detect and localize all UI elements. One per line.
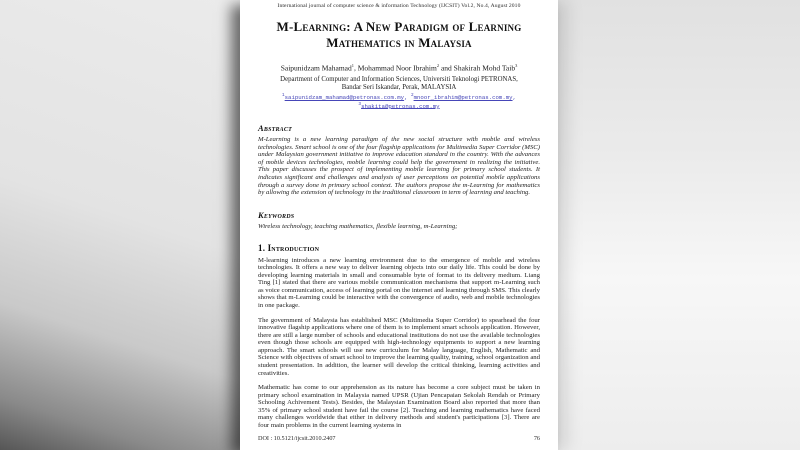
authors-line	[258, 63, 540, 73]
affiliation-line-1: Department of Computer and Information Sciences, Universiti Teknologi PETRONAS,	[280, 76, 518, 83]
email-affiliation-mark: 3	[358, 101, 362, 107]
author-affiliation-mark: 2	[436, 62, 440, 68]
author-name: Shakirah Mohd Taib	[453, 63, 516, 72]
introduction-paragraph-1: M-learning introduces a new learning environment due to the emergence of mobile and wireless technologies. It offers a new way to deliver learning objects into our daily life. This could be done by developing learning materials in small and consumable byte of format to its delivery medium. Liang Ting [1] stated that there are various mobile communication mechanisms that support m-Learning such as voice communication, access of learning portal on the internet and learning through SMS. This clearly shows that m-Learning could be interactive with the convergence of audio, web and mobile technologies in one package.	[258, 256, 540, 309]
abstract-text: M-Learning is a new learning paradigm of the new social structure with mobile and wireless technologies. Smart school is one of the four flagship applications for Multimedia Super Corridor (MSC) under Malaysian government initiative to improve education standard in the country. With the advances of mobile devices technologies, mobile learning could help the government in realizing the initiative. This paper discusses the prospect of implementing mobile learning for primary school students. It indicates significant and challenges and analysis of user perceptions on potential mobile applications through a survey done in primary school context. The authors propose the m-Learning for mathematics by allowing the extension of technology in the traditional classroom in term of learning and teaching.	[258, 136, 540, 197]
email-line-1	[258, 93, 540, 102]
background-right-gradient	[558, 0, 800, 450]
author-name: Mohammad Noor Ibrahim	[357, 63, 437, 72]
email-affiliation-mark: 1	[282, 92, 285, 98]
email-line-2	[258, 102, 540, 111]
keywords-text: Wireless technology, teaching mathematics, flexible learning, m-Learning;	[258, 222, 458, 230]
paper-page	[240, 0, 558, 450]
email-link[interactable]: saipunidzam_mahamad@petronas.com.my	[284, 93, 405, 101]
author-affiliation-mark: 1	[351, 62, 354, 68]
email-affiliation-mark: 2	[410, 92, 414, 98]
introduction-paragraph-3: Mathematic has come to our apprehension as its nature has become a core subject must be taken in primary school examination in Malaysia named UPSR (Ujian Pencapaian Sekolah Rendah or Primary Schooling Achivement Tests). Besides, the Malaysian Examination Board also reported that more than 35% of primary school student have fail the course [2]. Teaching and learning mathematics have faced many challenges worldwide that either in delivery methods and student's participations [3]. There are four main problems in the current learning systems in	[258, 384, 540, 429]
email-link[interactable]: shakita@petronas.com.my	[361, 102, 440, 110]
abstract-heading: Abstract	[258, 123, 292, 134]
author-name: Saipunidzam Mahamad	[280, 63, 352, 72]
email-line-end: ,	[512, 93, 516, 101]
background-left-gradient	[0, 0, 240, 450]
affiliation-block	[258, 76, 540, 93]
doi-text: DOI : 10.5121/ijcsit.2010.2407	[258, 435, 336, 442]
introduction-heading: 1. Introduction	[258, 242, 320, 253]
paper-title: M-Learning: A New Paradigm of Learning Mathematics in Malaysia	[276, 19, 522, 51]
keywords-heading: Keywords	[258, 209, 295, 220]
email-link[interactable]: mnoor_ibrahim@petronas.com.my	[413, 93, 513, 101]
author-separator: ,	[353, 63, 358, 72]
journal-header: International journal of computer science & information Technology (IJCSIT) Vol.2, No.4, August 2010	[277, 3, 521, 9]
page-number: 76	[533, 435, 540, 442]
introduction-paragraph-2: The government of Malaysia has established MSC (Multimedia Super Corridor) to spearhead the four innovative flagship applications where one of them is to implement smart schools application. However, there are still a large number of schools and educational institutions do not use the available technologies even though those schools are equipped with high-technology equipments to support a new learning approach. The smart schools will use new curriculum for Malay language, English, Mathematic and Science with objectives of smart school to improve the learning quality, training, school organization and student presentation. In addition, the learner will develop the critical thinking, learning activities and creativities.	[258, 316, 540, 377]
email-separator: ,	[404, 93, 411, 101]
page-footer	[258, 435, 540, 442]
author-separator: and	[439, 63, 454, 72]
affiliation-line-2: Bandar Seri Iskandar, Perak, MALAYSIA	[341, 84, 457, 92]
author-affiliation-mark: 3	[515, 62, 518, 68]
